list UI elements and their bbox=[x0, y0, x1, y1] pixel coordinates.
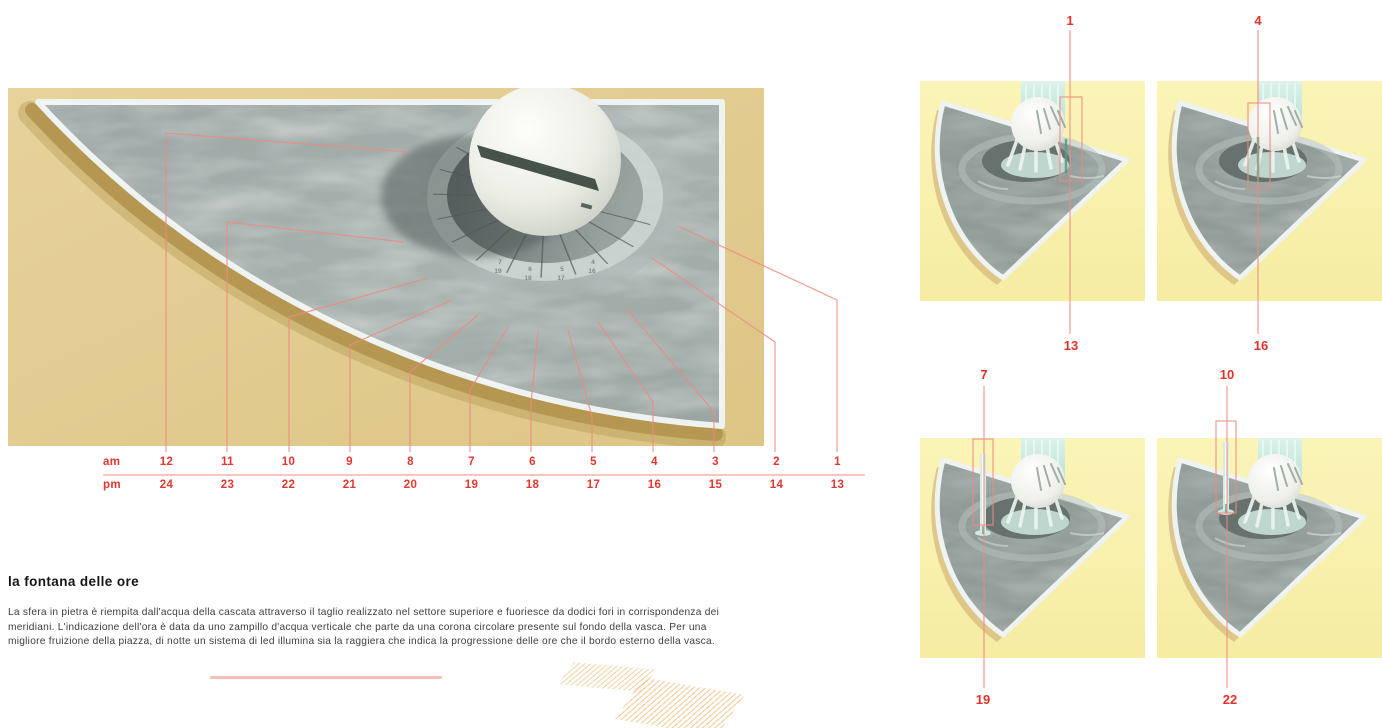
dial-mark: 16 bbox=[588, 268, 596, 275]
hour-pm: 23 bbox=[220, 479, 235, 491]
figure-label-bottom: 16 bbox=[1253, 338, 1269, 353]
figure-label-bottom: 19 bbox=[975, 692, 991, 707]
hours-scale-rule bbox=[103, 474, 865, 476]
main-render-panel bbox=[8, 88, 764, 446]
hour-pm: 15 bbox=[708, 479, 723, 491]
hour-am: 10 bbox=[281, 456, 296, 468]
hour-pm: 19 bbox=[464, 479, 479, 491]
hour-am: 12 bbox=[159, 456, 174, 468]
figure-label-top: 1 bbox=[1066, 13, 1074, 28]
hours-row-pm bbox=[103, 479, 868, 491]
hour-am: 1 bbox=[834, 456, 841, 468]
hour-am: 2 bbox=[773, 456, 780, 468]
dial-mark: 24 bbox=[424, 229, 432, 236]
hour-pm: 24 bbox=[159, 479, 174, 491]
am-label: am bbox=[103, 456, 121, 468]
hour-pm: 13 bbox=[830, 479, 845, 491]
hour-am: 5 bbox=[590, 456, 597, 468]
hour-pm: 21 bbox=[342, 479, 357, 491]
hour-am: 8 bbox=[407, 456, 414, 468]
hour-pm: 16 bbox=[647, 479, 662, 491]
hour-am: 7 bbox=[468, 456, 475, 468]
decorative-rule bbox=[210, 676, 442, 679]
hour-pm: 17 bbox=[586, 479, 601, 491]
page-title: la fontana delle ore bbox=[8, 574, 140, 589]
hour-am: 6 bbox=[529, 456, 536, 468]
dial-mark: 5 bbox=[560, 266, 564, 273]
figure-label-top: 10 bbox=[1219, 367, 1235, 382]
figure-render-10-22 bbox=[1157, 438, 1382, 658]
hours-row-am bbox=[103, 456, 868, 468]
dial-mark: 19 bbox=[494, 268, 502, 275]
hour-am: 11 bbox=[221, 456, 234, 468]
hour-am: 9 bbox=[346, 456, 353, 468]
figure-label-top: 7 bbox=[980, 367, 988, 382]
dial-mark: 23 bbox=[420, 191, 428, 198]
figure-render-4-16 bbox=[1157, 81, 1382, 301]
hour-pm: 18 bbox=[525, 479, 540, 491]
hour-am: 3 bbox=[712, 456, 719, 468]
hour-pm: 20 bbox=[403, 479, 418, 491]
hour-pm: 22 bbox=[281, 479, 296, 491]
figure-label-bottom: 13 bbox=[1063, 338, 1079, 353]
figure-render-7-19 bbox=[920, 438, 1145, 658]
dial-mark: 7 bbox=[498, 259, 502, 266]
dial-mark: 22 bbox=[428, 153, 436, 160]
pm-label: pm bbox=[103, 479, 121, 491]
dial-mark: 17 bbox=[557, 275, 565, 282]
hour-pm: 14 bbox=[769, 479, 784, 491]
dial-mark: 4 bbox=[591, 259, 595, 266]
paragraph-line: La sfera in pietra è riempita dall'acqua della cascata attraverso il taglio realizzato nel settore superiore e fuoriesce da dodici fori in corrispondenza dei bbox=[8, 607, 720, 618]
dial-mark: 6 bbox=[528, 266, 532, 273]
paragraph-line: meridiani. L'indicazione dell'ora è data da uno zampillo d'acqua verticale che parte da una corona circolare presente sul fondo della vasca. Per una bbox=[8, 621, 707, 633]
hour-am: 4 bbox=[651, 456, 658, 468]
dial-mark: 18 bbox=[524, 275, 532, 282]
paragraph-line: migliore fruizione della piazza, di notte un sistema di led illumina sia la raggiera che indica la progressione delle ore che il bordo esterno della vasca. bbox=[8, 636, 715, 648]
figure-render-1-13 bbox=[920, 81, 1145, 301]
figure-label-top: 4 bbox=[1254, 13, 1262, 28]
description-paragraph bbox=[8, 606, 880, 650]
stone-sphere bbox=[469, 88, 621, 236]
figure-label-bottom: 22 bbox=[1222, 692, 1238, 707]
